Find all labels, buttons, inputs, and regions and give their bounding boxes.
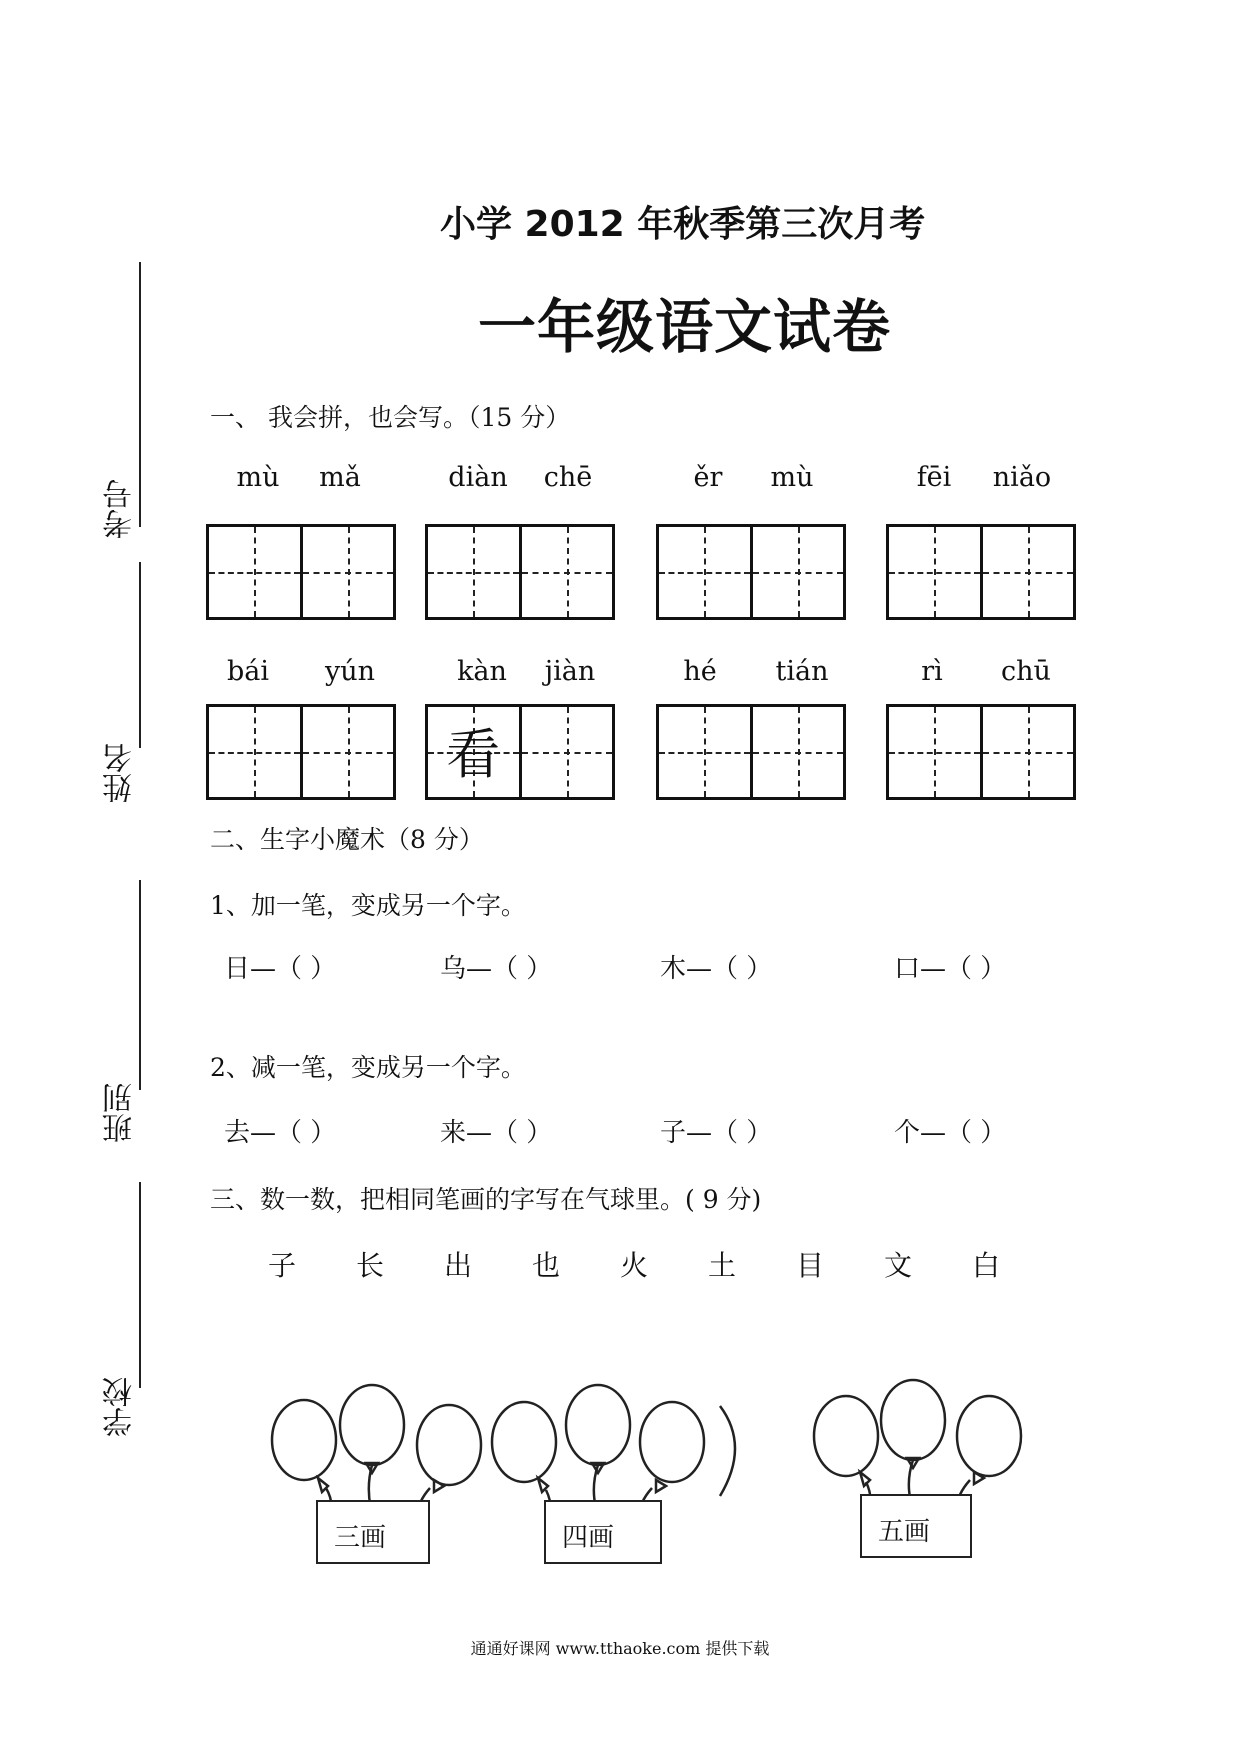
footer-text: 通通好课网 www.tthaoke.com 提供下载 <box>470 1639 770 1658</box>
section1-heading: 一、 我会拼，也会写。（15 分） <box>210 403 571 432</box>
grid-cell[interactable] <box>980 707 1074 797</box>
pinyin-label: ěr <box>693 462 723 493</box>
pinyin-label: mù <box>236 462 280 493</box>
grid-cell[interactable] <box>750 707 844 797</box>
pinyin-label: diàn <box>448 462 508 493</box>
pinyin-label: bái <box>226 656 270 687</box>
grid-cell[interactable] <box>889 707 980 797</box>
stroke-box-label: 四画 <box>562 1523 615 1553</box>
stroke-char: 白 <box>972 1249 1001 1282</box>
answer-blank[interactable]: 木—（ ） <box>660 954 773 984</box>
grid-cell[interactable] <box>209 527 300 617</box>
pinyin-label: hé <box>683 656 717 687</box>
section3-heading: 三、数一数，把相同笔画的字写在气球里。( 9 分) <box>210 1185 762 1214</box>
writing-grid[interactable] <box>656 704 846 800</box>
grid-cell[interactable] <box>659 707 750 797</box>
pinyin-label: mǎ <box>319 462 361 493</box>
balloon <box>340 1385 404 1465</box>
side-label-class: 班别 <box>103 1083 138 1143</box>
answer-blank[interactable]: 口—（ ） <box>894 954 1007 984</box>
pinyin-label: mù <box>770 462 814 493</box>
balloon <box>814 1396 878 1476</box>
answer-blank[interactable]: 去—（ ） <box>224 1118 337 1148</box>
side-label-name: 姓名 <box>103 743 138 803</box>
stroke-box-label: 三画 <box>334 1523 387 1553</box>
grid-cell[interactable] <box>659 527 750 617</box>
grid-cell[interactable] <box>209 707 300 797</box>
answer-blank[interactable]: 来—（ ） <box>440 1118 553 1148</box>
section2-heading: 二、生字小魔术（8 分） <box>210 825 484 854</box>
answer-blank[interactable]: 个—（ ） <box>894 1118 1007 1148</box>
writing-grid[interactable] <box>206 524 396 620</box>
pinyin-label: jiàn <box>544 656 596 687</box>
answer-blank[interactable]: 日—（ ） <box>224 954 337 984</box>
balloon <box>492 1402 556 1482</box>
stroke-char: 长 <box>356 1249 385 1282</box>
grid-cell[interactable] <box>980 527 1074 617</box>
stroke-char: 也 <box>532 1249 561 1282</box>
stroke-box-three[interactable] <box>316 1500 430 1564</box>
answer-blank[interactable]: 乌—（ ） <box>440 954 553 984</box>
answer-blank[interactable]: 子—（ ） <box>660 1118 773 1148</box>
grid-cell[interactable] <box>300 707 394 797</box>
example-char: 看 <box>446 723 501 786</box>
grid-cell[interactable] <box>750 527 844 617</box>
side-label-school: 学校 <box>103 1377 138 1437</box>
writing-grid[interactable] <box>425 524 615 620</box>
stroke-box-five[interactable] <box>860 1494 972 1558</box>
pinyin-label: kàn <box>457 656 507 687</box>
pinyin-label: tián <box>775 656 829 687</box>
writing-grid[interactable] <box>886 524 1076 620</box>
stroke-char: 出 <box>444 1249 473 1282</box>
balloon <box>417 1405 481 1485</box>
stroke-box-label: 五画 <box>878 1517 931 1547</box>
pinyin-label: niǎo <box>992 462 1052 493</box>
grid-cell[interactable] <box>889 527 980 617</box>
stroke-char: 子 <box>268 1249 297 1282</box>
side-line-2 <box>139 562 141 748</box>
stroke-char: 文 <box>884 1249 913 1282</box>
grid-cell[interactable] <box>519 527 613 617</box>
pinyin-label: yún <box>324 656 376 687</box>
writing-grid[interactable] <box>206 704 396 800</box>
balloon <box>272 1400 336 1480</box>
balloon <box>881 1380 945 1460</box>
pinyin-label: fēi <box>916 462 952 493</box>
q1-prompt: 1、加一笔，变成另一个字。 <box>210 891 526 920</box>
writing-grid[interactable] <box>425 704 615 800</box>
side-line-3 <box>139 880 141 1090</box>
q2-prompt: 2、减一笔，变成另一个字。 <box>210 1053 526 1082</box>
balloon <box>957 1396 1021 1476</box>
pinyin-label: chū <box>1001 656 1051 687</box>
pinyin-label: rì <box>921 656 943 687</box>
writing-grid[interactable] <box>656 524 846 620</box>
grid-cell[interactable] <box>428 707 519 797</box>
stroke-char: 土 <box>708 1249 737 1282</box>
stroke-box-four[interactable] <box>544 1500 662 1564</box>
grid-cell[interactable] <box>428 527 519 617</box>
exam-subtitle: 小学 2012 年秋季第三次月考 <box>440 204 926 245</box>
balloon <box>640 1402 704 1482</box>
stroke-char: 目 <box>796 1249 825 1282</box>
grid-cell[interactable] <box>519 707 613 797</box>
stroke-char: 火 <box>620 1249 649 1282</box>
writing-grid[interactable] <box>886 704 1076 800</box>
pinyin-label: chē <box>543 462 593 493</box>
balloon <box>566 1385 630 1465</box>
grid-cell[interactable] <box>300 527 394 617</box>
side-label-exam-no: 考号 <box>103 479 138 539</box>
side-line-4 <box>139 1182 141 1388</box>
exam-title: 一年级语文试卷 <box>478 293 892 361</box>
